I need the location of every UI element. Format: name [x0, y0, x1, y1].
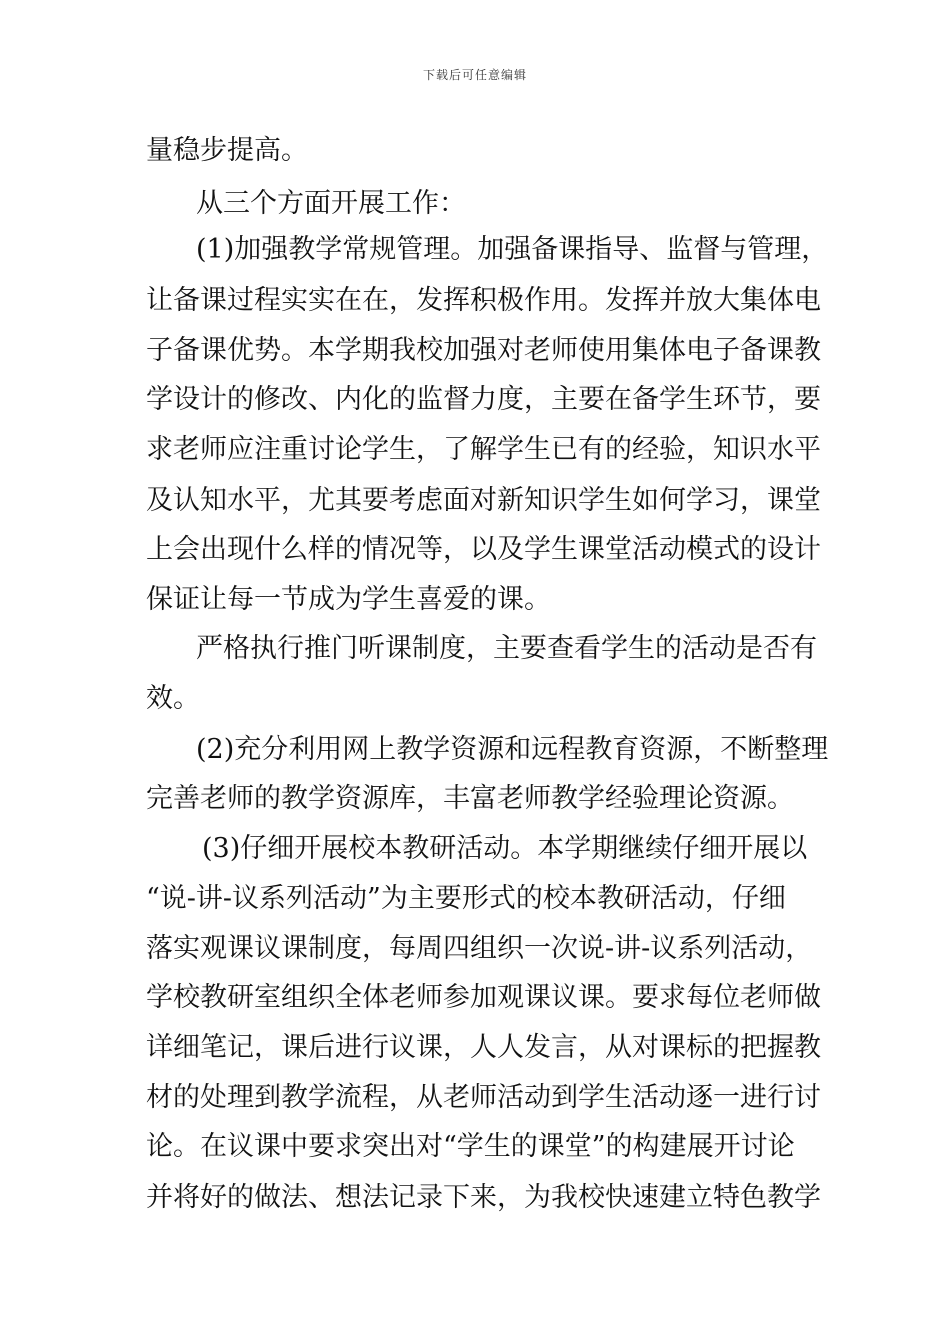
text-line: 保证让每一节成为学生喜爱的课。 — [146, 584, 551, 615]
text-line: 从三个方面开展工作： — [196, 188, 466, 219]
page-header: 下载后可任意编辑 — [422, 68, 527, 82]
text-line: 论。在议课中要求突出对“学生的课堂”的构建展开讨论 — [146, 1131, 795, 1162]
text-line: 详细笔记，课后进行议课，人人发言，从对课标的把握教 — [146, 1032, 821, 1063]
text-line: 上会出现什么样的情况等，以及学生课堂活动模式的设计 — [146, 534, 821, 565]
text-line: (2)充分利用网上教学资源和远程教育资源，不断整理 — [196, 734, 829, 765]
text-line: 严格执行推门听课制度，主要查看学生的活动是否有 — [196, 633, 817, 664]
text-line: 并将好的做法、想法记录下来，为我校快速建立特色教学 — [146, 1182, 821, 1213]
text-line: 量稳步提高。 — [146, 135, 308, 166]
text-line: 学设计的修改、内化的监督力度，主要在备学生环节，要 — [146, 384, 821, 415]
text-line: 完善老师的教学资源库，丰富老师教学经验理论资源。 — [146, 783, 794, 814]
text-line: 学校教研室组织全体老师参加观课议课。要求每位老师做 — [146, 982, 821, 1013]
text-line: 效。 — [146, 683, 200, 714]
text-line: 落实观课议课制度，每周四组织一次说-讲-议系列活动， — [146, 933, 813, 964]
text-line: 求老师应注重讨论学生，了解学生已有的经验，知识水平 — [146, 434, 821, 465]
text-line: 让备课过程实实在在，发挥积极作用。发挥并放大集体电 — [146, 285, 821, 316]
text-line: 子备课优势。本学期我校加强对老师使用集体电子备课教 — [146, 335, 821, 366]
text-line: (1)加强教学常规管理。加强备课指导、监督与管理， — [196, 234, 829, 265]
text-line: “说-讲-议系列活动”为主要形式的校本教研活动，仔细 — [146, 883, 786, 914]
text-line: 材的处理到教学流程，从老师活动到学生活动逐一进行讨 — [146, 1082, 821, 1113]
text-line: (3)仔细开展校本教研活动。本学期继续仔细开展以 — [202, 833, 808, 864]
text-line: 及认知水平，尤其要考虑面对新知识学生如何学习，课堂 — [146, 485, 821, 516]
